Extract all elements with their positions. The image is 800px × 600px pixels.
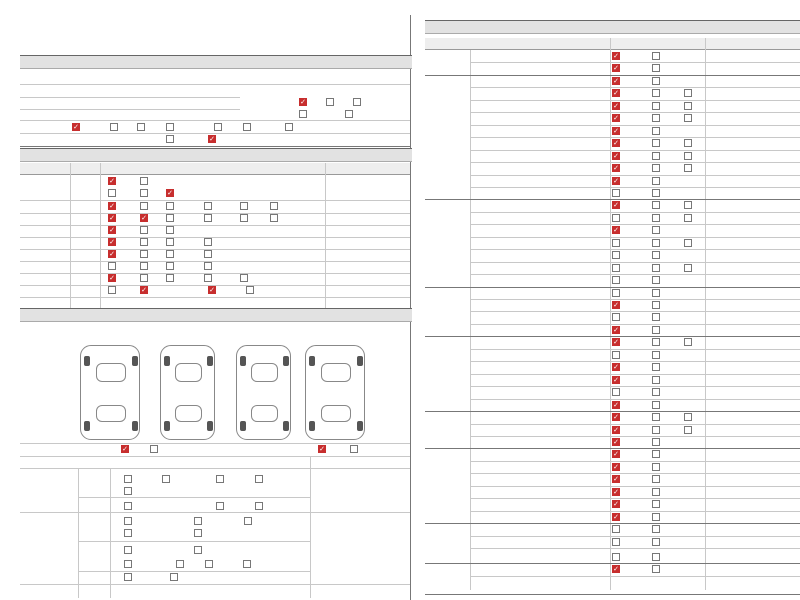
- state-option-a-checkbox[interactable]: ✓: [613, 400, 619, 409]
- condition-option-checkbox[interactable]: [204, 214, 212, 222]
- state-option-a-checkbox[interactable]: ✓: [613, 164, 619, 173]
- state-option-b-checkbox[interactable]: [652, 301, 660, 309]
- row-divider: [470, 349, 800, 350]
- condition-option-checkbox[interactable]: [166, 214, 174, 222]
- state-option-a-checkbox[interactable]: ✓: [613, 425, 619, 434]
- state-option-a-checkbox[interactable]: ✓: [613, 338, 619, 347]
- repair-none-checkbox[interactable]: ✓: [319, 445, 325, 453]
- mileage-high-checkbox[interactable]: [108, 189, 116, 197]
- row-divider: [425, 199, 800, 200]
- column-divider: [705, 38, 706, 590]
- condition-option-checkbox[interactable]: [140, 226, 148, 234]
- row-divider: [78, 571, 310, 572]
- row-divider: [470, 473, 800, 474]
- state-option-b-checkbox[interactable]: [652, 538, 660, 546]
- state-option-a-checkbox[interactable]: [612, 351, 620, 359]
- rear-window-icon: [321, 405, 351, 422]
- transmission-cvt-checkbox[interactable]: [299, 110, 307, 118]
- row-divider: [470, 361, 800, 362]
- row-divider: [470, 262, 800, 263]
- state-option-c-checkbox[interactable]: [684, 139, 692, 147]
- column-divider: [610, 38, 611, 590]
- part-rear-panel-checkbox[interactable]: [194, 529, 202, 537]
- row-divider: [425, 448, 800, 449]
- fuel-hybrid-checkbox[interactable]: [166, 123, 174, 131]
- row-divider: [470, 112, 800, 113]
- condition-option-checkbox[interactable]: [240, 202, 248, 210]
- fuel-diesel-checkbox[interactable]: [110, 123, 118, 131]
- state-option-c-checkbox[interactable]: [684, 214, 692, 222]
- state-option-a-checkbox[interactable]: ✓: [613, 363, 619, 372]
- row-divider: [425, 523, 800, 524]
- part-floor-panel-checkbox[interactable]: [170, 573, 178, 581]
- row-divider: [20, 109, 240, 110]
- wheel-icon: [207, 421, 213, 431]
- column-divider: [78, 468, 79, 598]
- condition-option-checkbox[interactable]: [140, 250, 148, 258]
- mileage-mid-checkbox[interactable]: [140, 189, 148, 197]
- state-option-a-checkbox[interactable]: ✓: [613, 500, 619, 509]
- state-option-b-checkbox[interactable]: [652, 214, 660, 222]
- condition-option-checkbox[interactable]: [270, 202, 278, 210]
- condition-option-checkbox[interactable]: [140, 238, 148, 246]
- windshield-icon: [96, 363, 126, 382]
- state-option-c-checkbox[interactable]: [684, 201, 692, 209]
- state-option-c-checkbox[interactable]: [684, 114, 692, 122]
- car-diagram-left-side: [80, 345, 140, 440]
- state-option-b-checkbox[interactable]: [652, 239, 660, 247]
- windshield-icon: [251, 363, 279, 382]
- rear-window-icon: [251, 405, 279, 422]
- car-diagram-top: [160, 345, 215, 440]
- state-option-a-checkbox[interactable]: ✓: [613, 475, 619, 484]
- state-option-b-checkbox[interactable]: [652, 388, 660, 396]
- state-option-a-checkbox[interactable]: [612, 251, 620, 259]
- row-divider: [425, 411, 800, 412]
- basic-info-section: [20, 55, 412, 69]
- state-option-b-checkbox[interactable]: [652, 77, 660, 85]
- state-option-b-checkbox[interactable]: [652, 226, 660, 234]
- row-divider: [470, 511, 800, 512]
- state-option-a-checkbox[interactable]: ✓: [613, 462, 619, 471]
- detail-table-header: [425, 38, 800, 50]
- row-divider: [470, 274, 800, 275]
- state-option-b-checkbox[interactable]: [652, 513, 660, 521]
- row-divider: [20, 297, 410, 298]
- state-option-b-checkbox[interactable]: [652, 152, 660, 160]
- condition-option-checkbox[interactable]: [166, 202, 174, 210]
- row-divider: [470, 576, 800, 577]
- row-divider: [20, 512, 410, 513]
- accident-yes-checkbox[interactable]: [150, 445, 158, 453]
- state-option-a-checkbox[interactable]: ✓: [613, 226, 619, 235]
- column-divider: [110, 468, 111, 598]
- row-divider: [20, 225, 410, 226]
- row-divider: [470, 87, 800, 88]
- state-option-b-checkbox[interactable]: [652, 401, 660, 409]
- part-package-tray-checkbox[interactable]: [243, 560, 251, 568]
- state-option-a-checkbox[interactable]: [612, 289, 620, 297]
- row-divider: [470, 237, 800, 238]
- state-option-b-checkbox[interactable]: [652, 438, 660, 446]
- wheel-icon: [240, 356, 246, 366]
- state-option-a-checkbox[interactable]: ✓: [613, 176, 619, 185]
- state-option-b-checkbox[interactable]: [652, 189, 660, 197]
- row-divider: [78, 497, 310, 498]
- wheel-icon: [357, 356, 363, 366]
- row-divider: [20, 200, 410, 201]
- condition-option-checkbox[interactable]: ✓: [109, 274, 115, 282]
- state-option-c-checkbox[interactable]: [684, 89, 692, 97]
- wheel-icon: [132, 356, 138, 366]
- row-divider: [470, 224, 800, 225]
- condition-option-checkbox[interactable]: [108, 262, 116, 270]
- condition-option-checkbox[interactable]: [246, 286, 254, 294]
- state-option-a-checkbox[interactable]: [612, 525, 620, 533]
- part-pillar-c-checkbox[interactable]: [205, 560, 213, 568]
- row-divider: [470, 212, 800, 213]
- state-option-b-checkbox[interactable]: [652, 338, 660, 346]
- part-side-member-checkbox[interactable]: [124, 546, 132, 554]
- row-divider: [470, 175, 800, 176]
- row-divider: [20, 213, 410, 214]
- condition-option-checkbox[interactable]: [166, 250, 174, 258]
- row-divider: [470, 386, 800, 387]
- column-divider: [100, 163, 101, 310]
- row-divider: [470, 548, 800, 549]
- row-divider: [20, 120, 410, 121]
- row-divider: [470, 424, 800, 425]
- state-option-b-checkbox[interactable]: [652, 450, 660, 458]
- state-option-a-checkbox[interactable]: ✓: [613, 437, 619, 446]
- column-divider: [325, 163, 326, 310]
- state-option-a-checkbox[interactable]: [612, 189, 620, 197]
- row-divider: [425, 75, 800, 76]
- transmission-manual-checkbox[interactable]: [326, 98, 334, 106]
- state-option-b-checkbox[interactable]: [652, 276, 660, 284]
- condition-option-checkbox[interactable]: [270, 214, 278, 222]
- row-divider: [20, 84, 410, 85]
- state-option-b-checkbox[interactable]: [652, 102, 660, 110]
- rear-window-icon: [96, 405, 126, 422]
- row-divider: [425, 563, 800, 564]
- car-diagram-right-side: [305, 345, 365, 440]
- state-option-b-checkbox[interactable]: [652, 289, 660, 297]
- part-roof-checkbox[interactable]: [216, 502, 224, 510]
- state-option-c-checkbox[interactable]: [684, 239, 692, 247]
- condition-option-checkbox[interactable]: [140, 262, 148, 270]
- fuel-electric-checkbox[interactable]: [214, 123, 222, 131]
- state-option-c-checkbox[interactable]: [684, 413, 692, 421]
- state-option-a-checkbox[interactable]: ✓: [613, 64, 619, 73]
- state-option-a-checkbox[interactable]: ✓: [613, 450, 619, 459]
- state-option-a-checkbox[interactable]: [612, 538, 620, 546]
- row-divider: [425, 336, 800, 337]
- state-option-a-checkbox[interactable]: ✓: [613, 114, 619, 123]
- condition-option-checkbox[interactable]: ✓: [109, 202, 115, 210]
- rear-window-icon: [175, 405, 203, 422]
- wheel-icon: [164, 421, 170, 431]
- state-option-b-checkbox[interactable]: [652, 413, 660, 421]
- state-option-c-checkbox[interactable]: [684, 102, 692, 110]
- part-radiator-support-checkbox[interactable]: [124, 487, 132, 495]
- condition-option-checkbox[interactable]: [204, 262, 212, 270]
- state-option-a-checkbox[interactable]: [612, 553, 620, 561]
- row-divider: [20, 133, 410, 134]
- state-option-a-checkbox[interactable]: ✓: [613, 301, 619, 309]
- state-option-a-checkbox[interactable]: [612, 214, 620, 222]
- condition-option-checkbox[interactable]: [166, 238, 174, 246]
- state-option-b-checkbox[interactable]: [652, 201, 660, 209]
- condition-option-checkbox[interactable]: ✓: [141, 214, 147, 222]
- part-door-checkbox[interactable]: [216, 475, 224, 483]
- fuel-lpg-checkbox[interactable]: [137, 123, 145, 131]
- windshield-icon: [321, 363, 351, 382]
- state-option-b-checkbox[interactable]: [652, 553, 660, 561]
- fuel-other-checkbox[interactable]: [285, 123, 293, 131]
- state-option-b-checkbox[interactable]: [652, 251, 660, 259]
- row-divider: [20, 261, 410, 262]
- condition-option-checkbox[interactable]: [240, 274, 248, 282]
- wheel-icon: [132, 421, 138, 431]
- state-option-b-checkbox[interactable]: [652, 363, 660, 371]
- row-divider: [470, 150, 800, 151]
- condition-option-checkbox[interactable]: [204, 238, 212, 246]
- row-divider: [470, 125, 800, 126]
- state-option-b-checkbox[interactable]: [652, 64, 660, 72]
- row-divider: [470, 324, 800, 325]
- windshield-icon: [175, 363, 203, 382]
- wheel-icon: [283, 356, 289, 366]
- transmission-semi-checkbox[interactable]: [353, 98, 361, 106]
- wheel-icon: [309, 421, 315, 431]
- odo-bad-checkbox[interactable]: [140, 177, 148, 185]
- part-front-fender-checkbox[interactable]: [162, 475, 170, 483]
- state-option-a-checkbox[interactable]: ✓: [613, 76, 619, 85]
- state-option-a-checkbox[interactable]: ✓: [613, 512, 619, 521]
- row-divider: [20, 584, 410, 585]
- state-option-a-checkbox[interactable]: ✓: [613, 487, 619, 496]
- condition-option-checkbox[interactable]: [166, 226, 174, 234]
- state-option-b-checkbox[interactable]: [652, 426, 660, 434]
- row-divider: [470, 486, 800, 487]
- state-option-a-checkbox[interactable]: ✓: [613, 375, 619, 384]
- row-divider: [20, 237, 410, 238]
- overall-condition-section: [20, 148, 412, 162]
- state-option-a-checkbox[interactable]: ✓: [613, 151, 619, 160]
- part-trunk-checkbox[interactable]: [255, 475, 263, 483]
- state-option-a-checkbox[interactable]: ✓: [613, 413, 619, 422]
- condition-option-checkbox[interactable]: [204, 274, 212, 282]
- accident-history-section: [20, 308, 412, 322]
- row-divider: [470, 137, 800, 138]
- row-divider: [20, 273, 410, 274]
- warranty-self-checkbox[interactable]: [166, 135, 174, 143]
- row-divider: [20, 443, 410, 444]
- state-option-a-checkbox[interactable]: ✓: [613, 565, 619, 574]
- condition-option-checkbox[interactable]: ✓: [209, 286, 215, 294]
- row-divider: [470, 536, 800, 537]
- state-option-b-checkbox[interactable]: [652, 313, 660, 321]
- state-option-a-checkbox[interactable]: ✓: [613, 101, 619, 110]
- condition-option-checkbox[interactable]: ✓: [109, 214, 115, 222]
- condition-option-checkbox[interactable]: ✓: [109, 250, 115, 258]
- state-option-b-checkbox[interactable]: [652, 177, 660, 185]
- row-divider: [470, 62, 800, 63]
- condition-option-checkbox[interactable]: [140, 202, 148, 210]
- state-option-c-checkbox[interactable]: [684, 152, 692, 160]
- overall-table-header: [20, 163, 410, 175]
- state-option-c-checkbox[interactable]: [684, 164, 692, 172]
- row-divider: [470, 374, 800, 375]
- part-wheel-house-checkbox[interactable]: [194, 546, 202, 554]
- state-option-b-checkbox[interactable]: [652, 488, 660, 496]
- row-divider: [470, 461, 800, 462]
- state-option-a-checkbox[interactable]: ✓: [613, 126, 619, 135]
- condition-option-checkbox[interactable]: [166, 262, 174, 270]
- wheel-icon: [283, 421, 289, 431]
- state-option-b-checkbox[interactable]: [652, 376, 660, 384]
- state-option-b-checkbox[interactable]: [652, 139, 660, 147]
- car-diagram-frame: [236, 345, 291, 440]
- state-option-b-checkbox[interactable]: [652, 500, 660, 508]
- condition-option-checkbox[interactable]: [140, 274, 148, 282]
- state-option-c-checkbox[interactable]: [684, 426, 692, 434]
- condition-option-checkbox[interactable]: ✓: [141, 286, 147, 294]
- odo-good-checkbox[interactable]: ✓: [109, 177, 115, 185]
- transmission-other-checkbox[interactable]: [345, 110, 353, 118]
- row-divider: [425, 594, 800, 595]
- state-option-b-checkbox[interactable]: [652, 525, 660, 533]
- row-divider: [470, 299, 800, 300]
- part-pillar-checkbox[interactable]: [124, 560, 132, 568]
- state-option-b-checkbox[interactable]: [652, 164, 660, 172]
- wheel-icon: [84, 356, 90, 366]
- state-option-b-checkbox[interactable]: [652, 326, 660, 334]
- part-pillar-b-checkbox[interactable]: [176, 560, 184, 568]
- state-option-a-checkbox[interactable]: ✓: [613, 325, 619, 334]
- column-divider: [470, 50, 471, 590]
- wheel-icon: [84, 421, 90, 431]
- row-divider: [78, 541, 310, 542]
- wheel-icon: [357, 421, 363, 431]
- wheel-icon: [164, 356, 170, 366]
- state-option-a-checkbox[interactable]: [612, 239, 620, 247]
- row-divider: [20, 146, 410, 147]
- row-divider: [20, 456, 410, 457]
- state-option-b-checkbox[interactable]: [652, 264, 660, 272]
- state-option-b-checkbox[interactable]: [652, 565, 660, 573]
- state-option-b-checkbox[interactable]: [652, 351, 660, 359]
- condition-option-checkbox[interactable]: [166, 274, 174, 282]
- part-quarter-panel-checkbox[interactable]: [124, 502, 132, 510]
- condition-option-checkbox[interactable]: [240, 214, 248, 222]
- wheel-icon: [240, 421, 246, 431]
- transmission-auto-checkbox[interactable]: ✓: [300, 98, 306, 106]
- state-option-a-checkbox[interactable]: ✓: [613, 52, 619, 60]
- state-option-b-checkbox[interactable]: [652, 89, 660, 97]
- state-option-b-checkbox[interactable]: [652, 127, 660, 135]
- repair-yes-checkbox[interactable]: [350, 445, 358, 453]
- state-option-c-checkbox[interactable]: [684, 338, 692, 346]
- state-option-c-checkbox[interactable]: [684, 264, 692, 272]
- state-option-b-checkbox[interactable]: [652, 475, 660, 483]
- wheel-icon: [207, 356, 213, 366]
- condition-option-checkbox[interactable]: [204, 202, 212, 210]
- part-inside-panel-checkbox[interactable]: [244, 517, 252, 525]
- row-divider: [425, 287, 800, 288]
- part-side-sill-checkbox[interactable]: [255, 502, 263, 510]
- row-divider: [470, 311, 800, 312]
- row-divider: [470, 249, 800, 250]
- condition-option-checkbox[interactable]: [204, 250, 212, 258]
- row-divider: [470, 436, 800, 437]
- row-divider: [20, 97, 240, 98]
- state-option-a-checkbox[interactable]: [612, 276, 620, 284]
- state-option-a-checkbox[interactable]: [612, 313, 620, 321]
- state-option-a-checkbox[interactable]: ✓: [613, 89, 619, 98]
- state-option-b-checkbox[interactable]: [652, 114, 660, 122]
- state-option-a-checkbox[interactable]: ✓: [613, 201, 619, 210]
- part-hood-checkbox[interactable]: [124, 475, 132, 483]
- part-cross-member-checkbox[interactable]: [194, 517, 202, 525]
- state-option-b-checkbox[interactable]: [652, 463, 660, 471]
- row-divider: [470, 399, 800, 400]
- part-front-panel-checkbox[interactable]: [124, 517, 132, 525]
- condition-option-checkbox[interactable]: ✓: [109, 226, 115, 234]
- state-option-a-checkbox[interactable]: [612, 388, 620, 396]
- fuel-hydrogen-checkbox[interactable]: [243, 123, 251, 131]
- row-divider: [470, 187, 800, 188]
- column-divider: [70, 163, 71, 310]
- warranty-insurance-checkbox[interactable]: ✓: [209, 135, 215, 143]
- accident-none-checkbox[interactable]: ✓: [122, 445, 128, 453]
- part-trunk-floor-checkbox[interactable]: [124, 529, 132, 537]
- part-dash-panel-checkbox[interactable]: [124, 573, 132, 581]
- condition-option-checkbox[interactable]: ✓: [109, 238, 115, 246]
- state-option-a-checkbox[interactable]: [612, 264, 620, 272]
- column-divider: [310, 456, 311, 598]
- state-option-a-checkbox[interactable]: ✓: [613, 139, 619, 148]
- condition-option-checkbox[interactable]: [108, 286, 116, 294]
- row-divider: [470, 100, 800, 101]
- row-divider: [470, 162, 800, 163]
- state-option-b-checkbox[interactable]: [652, 52, 660, 60]
- row-divider: [20, 249, 410, 250]
- row-divider: [470, 498, 800, 499]
- wheel-icon: [309, 356, 315, 366]
- mileage-low-checkbox[interactable]: ✓: [167, 189, 173, 197]
- fuel-gasoline-checkbox[interactable]: ✓: [73, 123, 79, 131]
- detail-condition-section: [425, 20, 800, 34]
